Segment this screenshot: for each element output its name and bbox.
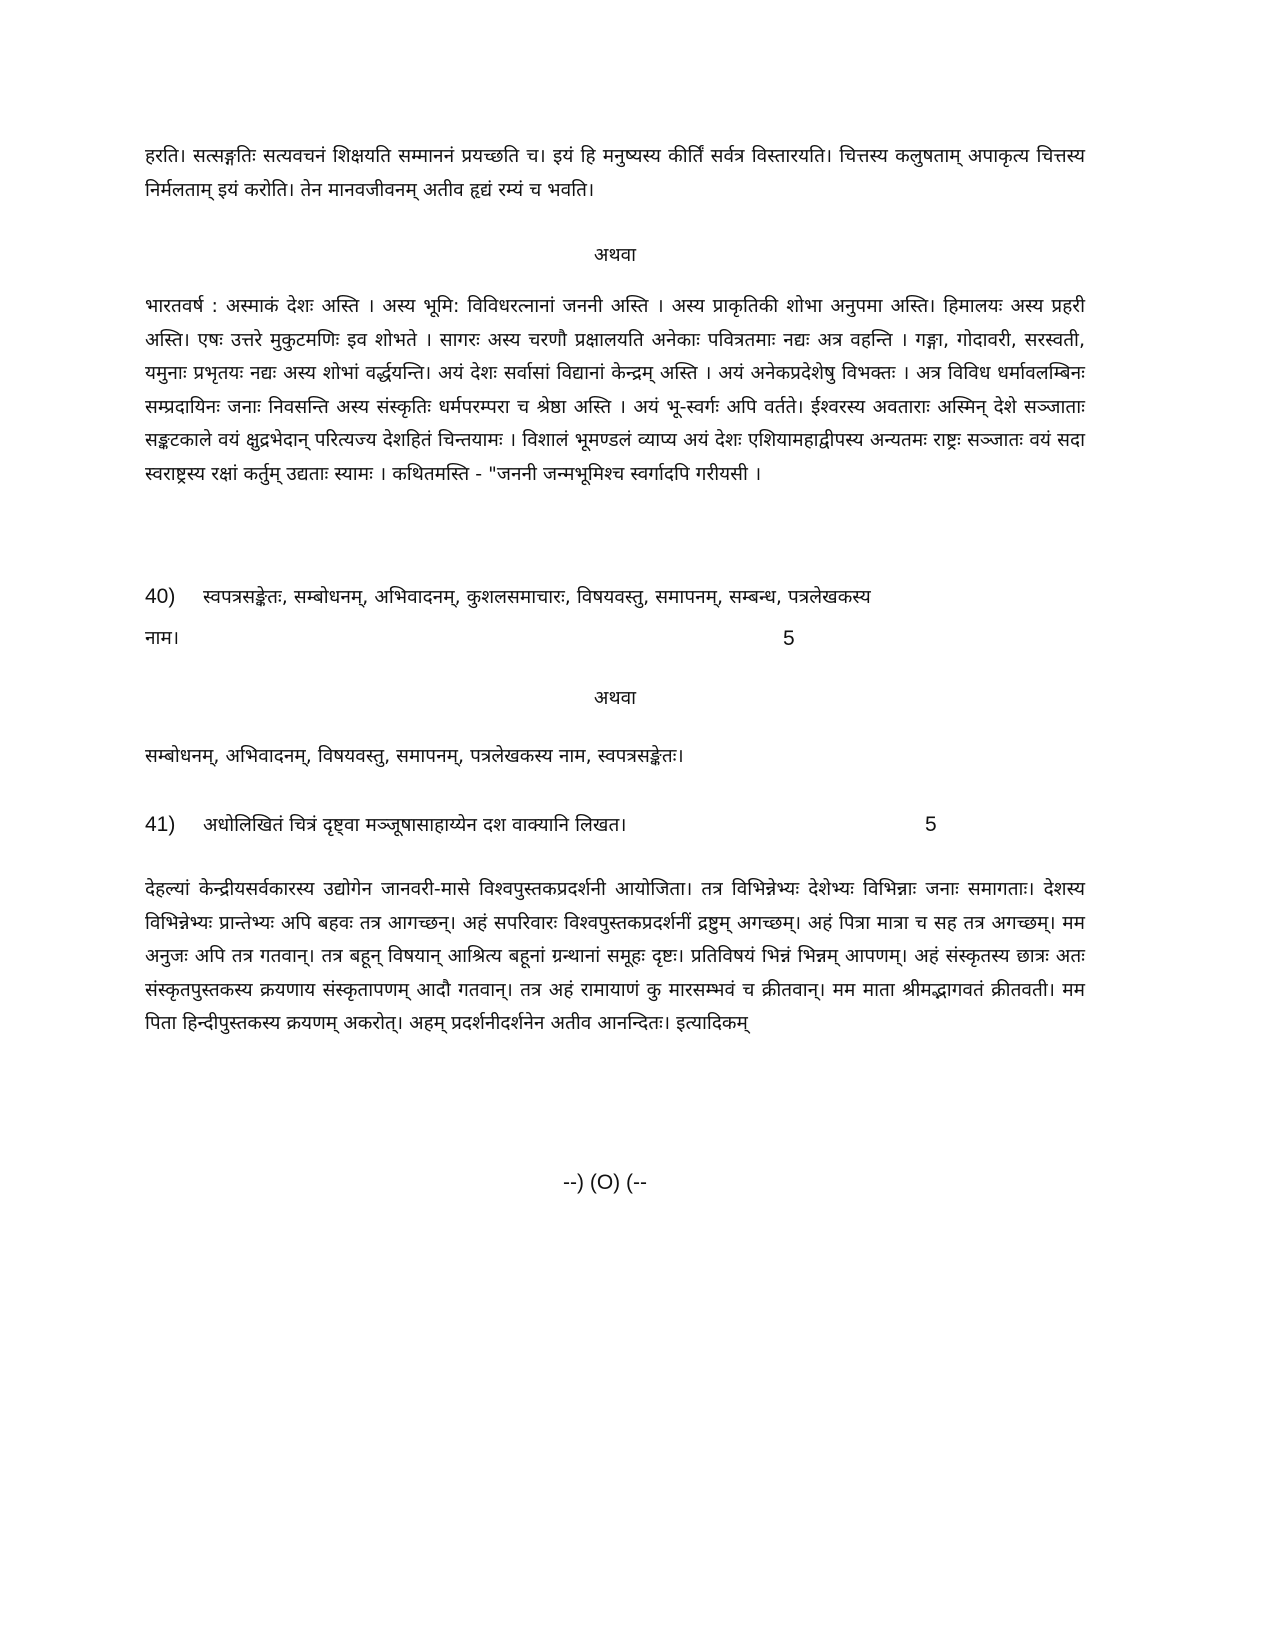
question-number: 40) xyxy=(145,585,176,608)
question-text: अधोलिखितं चित्रं दृष्ट्वा मञ्जूषासाहाय्येन दश वाक्यानि लिखत। xyxy=(203,814,627,836)
question-number: 41) xyxy=(145,813,176,836)
paragraph-bharatvarsh: भारतवर्ष : अस्माकं देशः अस्ति । अस्य भूमि: विविधरत्नानां जननी अस्ति । अस्य प्राकृतिकी शोभा अनुपमा अस्ति। हिमालयः अस्य प्रहरी अस्ति। एषः उत्तरे मुकुटमणिः इव शोभते । सागरः अस्य चरणौ प्रक्षालयति अनेकाः पवित्रतमाः नद्यः अत्र वहन्ति । गङ्गा, गोदावरी, सरस्वती, यमुनाः प्रभृतयः नद्यः अस्य शोभां वर्द्धयन्ति। अयं देशः सर्वासां विद्यानां केन्द्रम् अस्ति । अयं अनेकप्रदेशेषु विभक्तः । अत्र विविध धर्मावलम्बिनः सम्प्रदायिनः जनाः निवसन्ति अस्य संस्कृतिः धर्मपरम्परा च श्रेष्ठा अस्ति । अयं भू-स्वर्गः अपि वर्तते। ईश्वरस्य अवताराः अस्मिन् देशे सञ्जाताः सङ्कटकाले वयं क्षुद्रभेदान् परित्यज्य देशहितं चिन्तयामः । विशालं भूमण्डलं व्याप्य अयं देशः एशियामहाद्वीपस्य अन्यतमः राष्ट्रः सञ्जातः वयं सदा स्वराष्ट्रस्य रक्षां कर्तुम् उद्यताः स्यामः । कथितमस्ति - "जननी जन्मभूमिश्च स्वर्गादपि गरीयसी । xyxy=(145,295,1085,485)
question-41 xyxy=(145,808,1085,842)
question-41-marks: 5 xyxy=(925,813,937,836)
athava-divider-1: अथवा xyxy=(593,244,637,266)
question-text-line1: स्वपत्रसङ्केतः, सम्बोधनम्, अभिवादनम्, कुशलसमाचारः, विषयवस्तु, समापनम्, सम्बन्ध, पत्रलेखकस्य xyxy=(203,586,871,608)
paragraph-q40-alternative: सम्बोधनम्, अभिवादनम्, विषयवस्तु, समापनम्, पत्रलेखकस्य नाम, स्वपत्रसङ्केतः। xyxy=(145,745,684,767)
paragraph-book-fair: देहल्यां केन्द्रीयसर्वकारस्य उद्योगेन जानवरी-मासे विश्वपुस्तकप्रदर्शनी आयोजिता। तत्र विभिन्नेभ्यः देशेभ्यः विभिन्नाः जनाः समागताः। देशस्य विभिन्नेभ्यः प्रान्तेभ्यः अपि बहवः तत्र आगच्छन्। अहं सपरिवारः विश्वपुस्तकप्रदर्शनीं द्रष्टुम् अगच्छम्। अहं पित्रा मात्रा च सह तत्र अगच्छम्। मम अनुजः अपि तत्र गतवान्। तत्र बहून् विषयान् आश्रित्य बहूनां ग्रन्थानां समूहः दृष्टः। प्रतिविषयं भिन्नं भिन्नम् आपणम्। अहं संस्कृतस्य छात्रः अतः संस्कृतपुस्तकस्य क्रयणाय संस्कृतापणम् आदौ गतवान्। तत्र अहं रामायाणं कु मारसम्भवं च क्रीतवान्। मम माता श्रीमद्भागवतं क्रीतवती। मम पिता हिन्दीपुस्तकस्य क्रयणम् अकरोत्। अहम् प्रदर्शनीदर्शनेन अतीव आनन्दितः। इत्यादिकम् xyxy=(145,878,1085,1034)
question-text-line2: नाम। xyxy=(145,627,180,649)
question-40 xyxy=(145,580,1085,614)
paragraph-satsangati: हरति। सत्सङ्गतिः सत्यवचनं शिक्षयति सम्माननं प्रयच्छति च। इयं हि मनुष्यस्य कीर्तिं सर्वत्र विस्तारयति। चित्तस्य कलुषताम् अपाकृत्य चित्तस्य निर्मलताम् इयं करोति। तेन मानवजीवनम् अतीव हृद्यं रम्यं च भवति। xyxy=(145,145,1085,201)
question-40-line2 xyxy=(145,622,1085,655)
end-of-paper-mark: --) (O) (-- xyxy=(563,1171,647,1194)
question-40-marks: 5 xyxy=(783,627,795,650)
athava-divider-2: अथवा xyxy=(593,687,637,709)
